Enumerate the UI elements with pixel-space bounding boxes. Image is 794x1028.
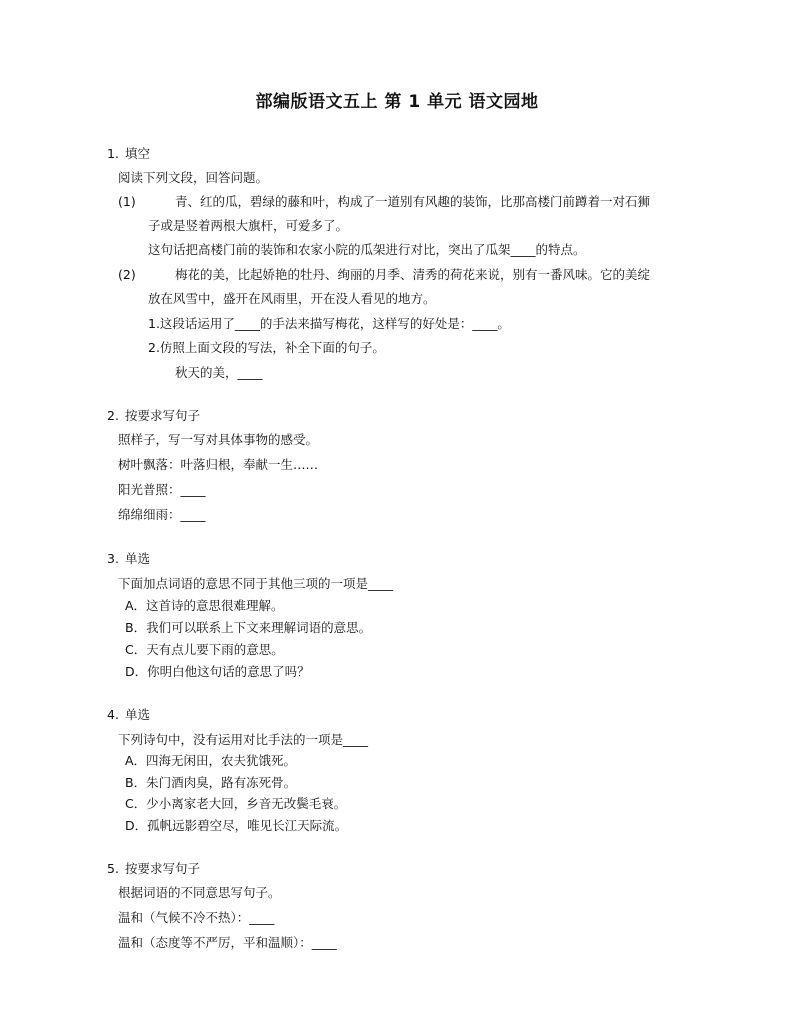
- question-4-option-a: A．四海无闲田，农夫犹饿死。: [125, 753, 297, 768]
- question-4-option-d: D．孤帆远影碧空尽，唯见长江天际流。: [125, 818, 348, 833]
- subquestion-2-line1: 梅花的美，比起娇艳的牡丹、绚丽的月季、清秀的荷花来说，别有一番风味。它的美绽: [175, 267, 651, 282]
- question-number: 3.: [107, 551, 119, 566]
- subquestion-1-line1: 青、红的瓜，碧绿的藤和叶，构成了一道别有风趣的装饰，比那高楼门前蹲着一对石狮: [175, 194, 651, 209]
- question-4-header: [107, 707, 150, 723]
- question-2-example: 树叶飘落：叶落归根，奉献一生……: [118, 457, 319, 472]
- subquestion-1-line3: 这句话把高楼门前的装饰和农家小院的瓜架进行对比，突出了瓜架____的特点。: [148, 242, 586, 257]
- question-2-item-1: 阳光普照：____: [118, 482, 206, 497]
- subquestion-2-line4: 2.仿照上面文段的写法，补全下面的句子。: [148, 340, 385, 355]
- question-2-header: [107, 408, 200, 424]
- question-5-instruction: 根据词语的不同意思写句子。: [118, 885, 281, 900]
- question-1-header: [107, 146, 150, 162]
- question-3-option-c: C．天有点儿要下雨的意思。: [125, 642, 284, 657]
- question-type: 填空: [125, 146, 151, 161]
- question-type: 单选: [125, 551, 151, 566]
- question-5-header: [107, 861, 200, 877]
- subquestion-2-label: (2): [118, 267, 136, 282]
- question-5-item-2: 温和（态度等不严厉，平和温顺）：____: [118, 935, 337, 950]
- question-3-stem: 下面加点词语的意思不同于其他三项的一项是____: [118, 576, 394, 591]
- subquestion-1-label: (1): [118, 194, 136, 209]
- question-number: 1.: [107, 146, 119, 161]
- subquestion-2-line3: 1.这段话运用了____的手法来描写梅花，这样写的好处是：____。: [148, 316, 510, 331]
- question-type: 按要求写句子: [125, 861, 201, 876]
- question-2-item-2: 绵绵细雨：____: [118, 507, 206, 522]
- question-3-option-b: B．我们可以联系上下文来理解词语的意思。: [125, 620, 372, 635]
- question-number: 4.: [107, 707, 119, 722]
- question-type: 单选: [125, 707, 151, 722]
- question-4-stem: 下列诗句中，没有运用对比手法的一项是____: [118, 732, 369, 747]
- question-type: 按要求写句子: [125, 408, 201, 423]
- question-3-option-d: D．你明白他这句话的意思了吗？: [125, 664, 310, 679]
- question-1-instruction: 阅读下列文段，回答问题。: [118, 170, 269, 185]
- page-title: 部编版语文五上 第 1 单元 语文园地: [255, 92, 539, 112]
- question-2-instruction: 照样子，写一写对具体事物的感受。: [118, 432, 319, 447]
- question-3-option-a: A．这首诗的意思很难理解。: [125, 598, 284, 613]
- subquestion-2-line5: 秋天的美，____: [175, 365, 263, 380]
- question-5-item-1: 温和（气候不冷不热）：____: [118, 910, 275, 925]
- question-4-option-c: C．少小离家老大回，乡音无改鬓毛衰。: [125, 796, 347, 811]
- question-number: 2.: [107, 408, 119, 423]
- question-3-header: [107, 551, 150, 567]
- question-4-option-b: B．朱门酒肉臭，路有冻死骨。: [125, 775, 297, 790]
- question-number: 5.: [107, 861, 119, 876]
- subquestion-2-line2: 放在风雪中，盛开在风雨里，开在没人看见的地方。: [148, 291, 436, 306]
- subquestion-1-line2: 子或是竖着两根大旗杆，可爱多了。: [148, 218, 349, 233]
